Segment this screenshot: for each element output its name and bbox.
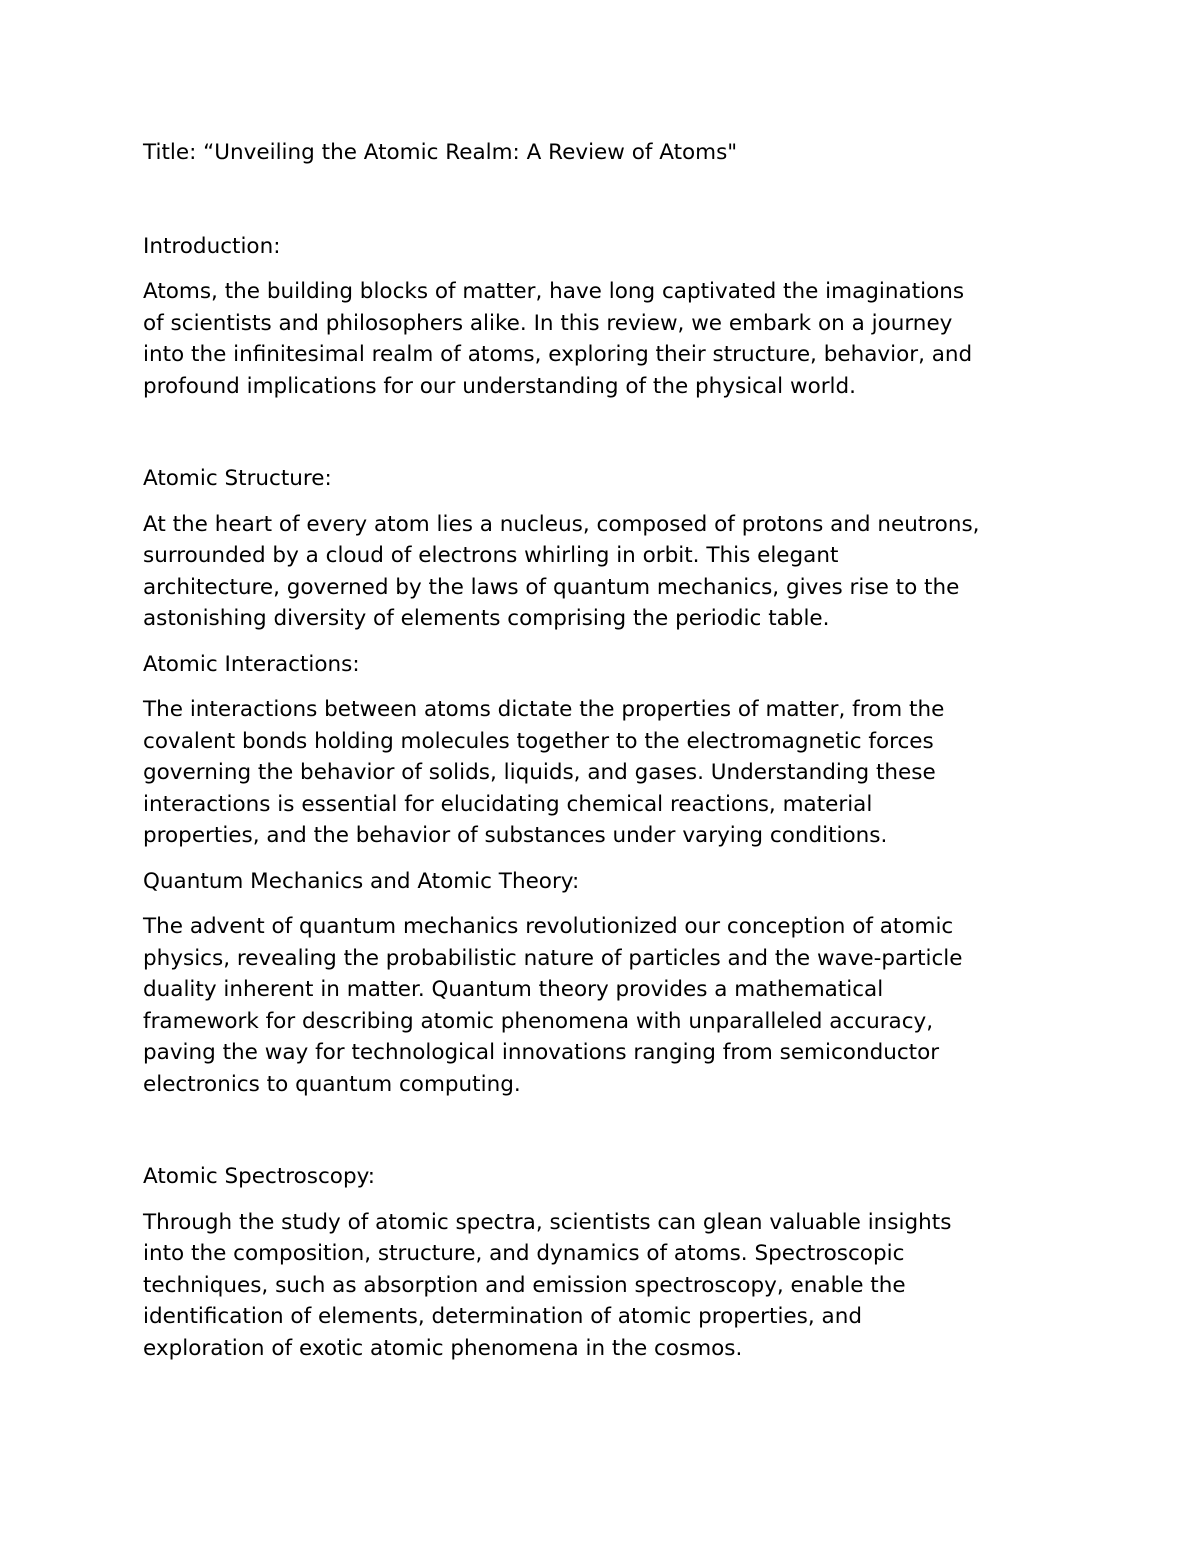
paragraph-line: identification of elements, determination of atomic properties, and xyxy=(143,1304,862,1329)
paragraph-line: into the composition, structure, and dynamics of atoms. Spectroscopic xyxy=(143,1241,905,1266)
document-title: Title: “Unveiling the Atomic Realm: A Review of Atoms" xyxy=(143,140,738,165)
paragraph-line: duality inherent in matter. Quantum theory provides a mathematical xyxy=(143,977,884,1002)
document-body xyxy=(143,137,1073,1364)
section-body-introduction xyxy=(143,276,1073,402)
paragraph-line: electronics to quantum computing. xyxy=(143,1071,521,1097)
section-heading-spectroscopy: Atomic Spectroscopy: xyxy=(143,1164,376,1189)
paragraph-line: Through the study of atomic spectra, scientists can glean valuable insights xyxy=(143,1209,952,1235)
paragraph-line: exploration of exotic atomic phenomena in the cosmos. xyxy=(143,1335,743,1361)
paragraph-line: properties, and the behavior of substances under varying conditions. xyxy=(143,823,888,848)
paragraph-line: governing the behavior of solids, liquids, and gases. Understanding these xyxy=(143,760,936,785)
paragraph-line: into the infinitesimal realm of atoms, exploring their structure, behavior, and xyxy=(143,342,973,367)
section-heading-structure: Atomic Structure: xyxy=(143,466,332,491)
paragraph-line: framework for describing atomic phenomena with unparalleled accuracy, xyxy=(143,1008,934,1034)
paragraph-line: At the heart of every atom lies a nucleus, composed of protons and neutrons, xyxy=(143,511,980,537)
section-heading-introduction: Introduction: xyxy=(143,233,281,259)
paragraph-line: The advent of quantum mechanics revolutionized our conception of atomic xyxy=(143,914,954,939)
paragraph-line: astonishing diversity of elements comprising the periodic table. xyxy=(143,606,830,631)
section-body-spectroscopy xyxy=(143,1207,1073,1365)
section-body-quantum xyxy=(143,911,1073,1100)
paragraph-line: interactions is essential for elucidating chemical reactions, material xyxy=(143,791,873,817)
paragraph-line: paving the way for technological innovations ranging from semiconductor xyxy=(143,1040,940,1065)
paragraph-line: Atoms, the building blocks of matter, have long captivated the imaginations xyxy=(143,279,965,304)
paragraph-line: physics, revealing the probabilistic nature of particles and the wave-particle xyxy=(143,945,963,971)
section-heading-interactions: Atomic Interactions: xyxy=(143,651,360,677)
paragraph-line: The interactions between atoms dictate the properties of matter, from the xyxy=(143,697,945,722)
paragraph-line: surrounded by a cloud of electrons whirling in orbit. This elegant xyxy=(143,543,839,568)
paragraph-line: architecture, governed by the laws of quantum mechanics, gives rise to the xyxy=(143,574,960,600)
paragraph-line: of scientists and philosophers alike. In this review, we embark on a journey xyxy=(143,310,953,336)
paragraph-line: profound implications for our understanding of the physical world. xyxy=(143,373,857,399)
section-body-structure xyxy=(143,509,1073,635)
section-heading-quantum: Quantum Mechanics and Atomic Theory: xyxy=(143,868,580,894)
section-body-interactions xyxy=(143,694,1073,852)
paragraph-line: covalent bonds holding molecules together to the electromagnetic forces xyxy=(143,728,934,754)
paragraph-line: techniques, such as absorption and emission spectroscopy, enable the xyxy=(143,1272,906,1298)
